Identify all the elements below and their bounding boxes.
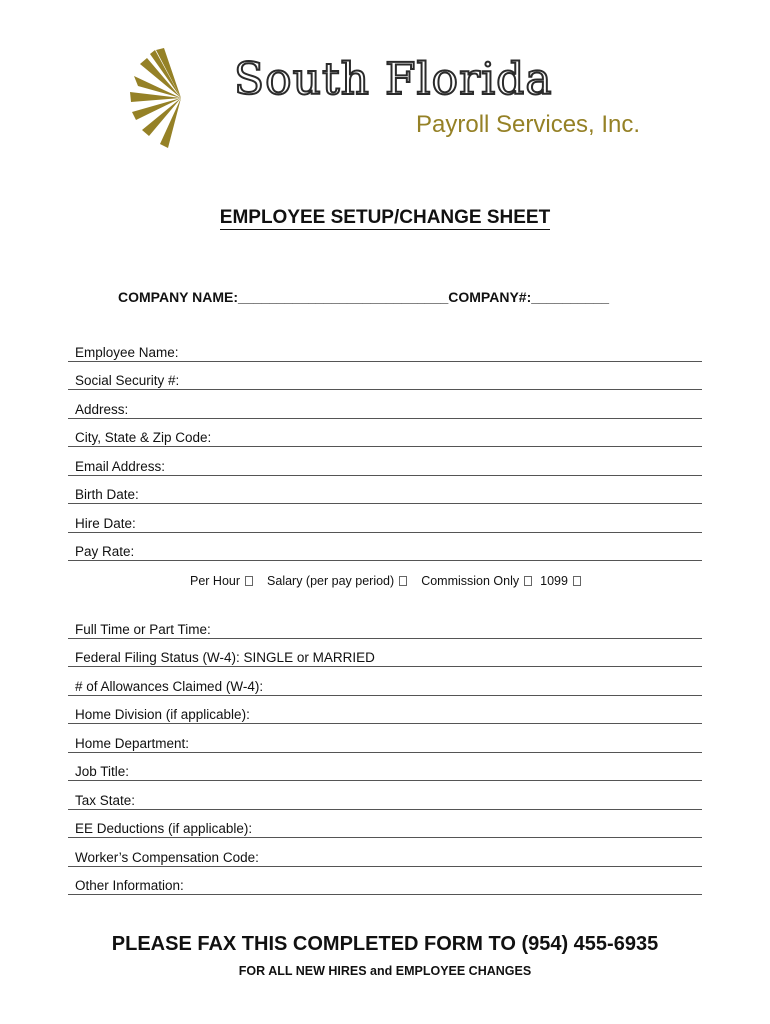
- sun-logo-icon: [126, 46, 236, 150]
- field-birth-date[interactable]: [68, 476, 702, 505]
- field-label: Federal Filing Status (W-4): SINGLE or MARRIED: [75, 650, 375, 665]
- checkbox[interactable]: [245, 576, 253, 586]
- field-label: Home Division (if applicable):: [75, 707, 250, 722]
- page-title-text: EMPLOYEE SETUP/CHANGE SHEET: [219, 207, 551, 228]
- field-hire-date[interactable]: [68, 504, 702, 533]
- logo-subtitle: Payroll Services, Inc.: [416, 111, 641, 138]
- field-label: Worker’s Compensation Code:: [75, 849, 259, 865]
- field-city-state-zip[interactable]: [68, 419, 702, 448]
- field-label: Tax State:: [75, 792, 136, 808]
- field-label: Email Address:: [75, 458, 166, 474]
- field-label: EE Deductions (if applicable):: [75, 821, 253, 836]
- option-per-hour[interactable]: [190, 574, 253, 588]
- pay-options: [190, 574, 589, 588]
- field-social-security[interactable]: [68, 362, 702, 391]
- checkbox[interactable]: [573, 576, 581, 586]
- fax-note: FOR ALL NEW HIRES and EMPLOYEE CHANGES: [238, 964, 532, 978]
- fields-top: [68, 333, 702, 561]
- fax-instruction: PLEASE FAX THIS COMPLETED FORM TO (954) 455-6935: [111, 933, 659, 955]
- field-label: Other Information:: [75, 878, 184, 893]
- option-label: Salary (per pay period): [267, 574, 395, 588]
- option-label: Commission Only: [421, 574, 520, 588]
- checkbox[interactable]: [399, 576, 407, 586]
- field-job-title[interactable]: [68, 753, 702, 782]
- field-tax-state[interactable]: [68, 781, 702, 810]
- field-home-division[interactable]: [68, 696, 702, 725]
- field-label: Hire Date:: [75, 515, 136, 531]
- option-1099[interactable]: [540, 574, 581, 588]
- field-pay-rate[interactable]: [68, 533, 702, 562]
- field-label: City, State & Zip Code:: [75, 430, 212, 445]
- field-label: Pay Rate:: [75, 544, 135, 559]
- fields-bottom: [68, 610, 702, 895]
- company-logo: [126, 46, 666, 150]
- field-allowances[interactable]: [68, 667, 702, 696]
- option-label: 1099: [540, 574, 568, 588]
- option-salary[interactable]: [267, 574, 407, 588]
- page-title: [0, 207, 770, 229]
- field-label: Employee Name:: [75, 344, 179, 360]
- field-ee-deductions[interactable]: [68, 810, 702, 839]
- field-email[interactable]: [68, 447, 702, 476]
- field-full-part-time[interactable]: [68, 610, 702, 639]
- field-label: Social Security #:: [75, 373, 180, 388]
- field-label: Job Title:: [75, 764, 130, 779]
- field-label: # of Allowances Claimed (W-4):: [75, 678, 264, 694]
- logo-name: South Florida: [234, 54, 553, 105]
- checkbox[interactable]: [524, 576, 532, 586]
- field-filing-status[interactable]: [68, 639, 702, 668]
- company-line[interactable]: COMPANY NAME:___________________________COMPANY#:__________: [118, 289, 610, 305]
- option-label: Per Hour: [190, 574, 241, 588]
- field-other-info[interactable]: [68, 867, 702, 896]
- field-home-department[interactable]: [68, 724, 702, 753]
- field-label: Home Department:: [75, 735, 190, 751]
- field-label: Address:: [75, 401, 129, 417]
- field-address[interactable]: [68, 390, 702, 419]
- field-employee-name[interactable]: [68, 333, 702, 362]
- field-label: Full Time or Part Time:: [75, 621, 211, 637]
- option-commission[interactable]: [421, 574, 532, 588]
- field-label: Birth Date:: [75, 487, 139, 502]
- field-workers-comp[interactable]: [68, 838, 702, 867]
